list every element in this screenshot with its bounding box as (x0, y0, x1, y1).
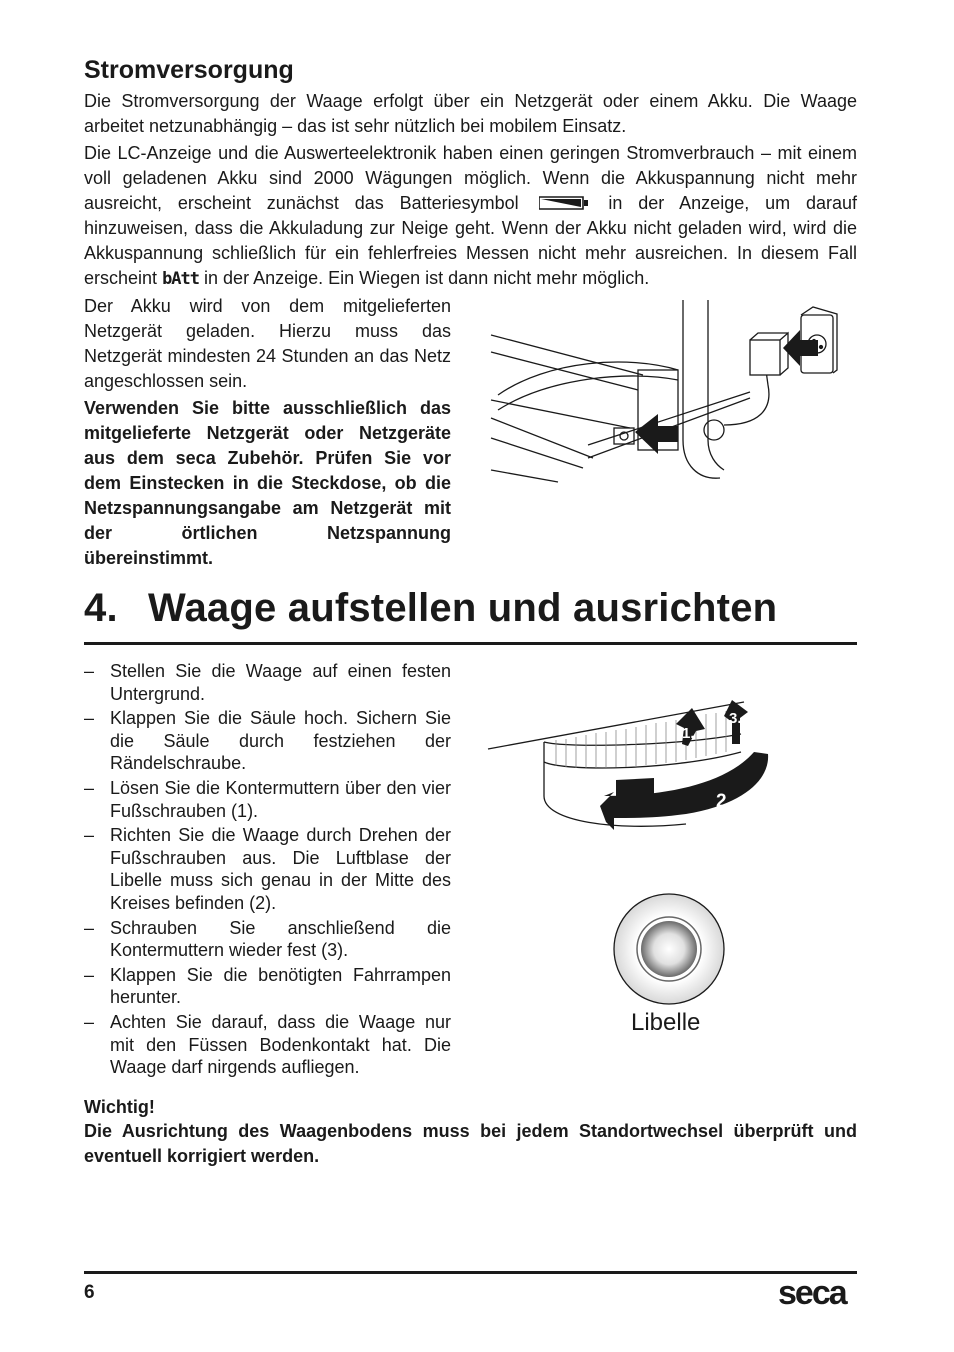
step-text: Stellen Sie die Waage auf einen festen Untergrund. (110, 661, 451, 704)
charging-illustration (488, 300, 840, 485)
list-item: – Richten Sie die Waage durch Drehen der Fußschrauben aus. Die Luftblase der Libelle muss sich genau in der Mitte des Kreises befinden (2). (84, 825, 451, 913)
list-item: – Klappen Sie die benötigten Fahrrampen herunter. (84, 964, 451, 1008)
list-item: – Achten Sie darauf, dass die Waage nur mit den Füssen Bodenkontakt hat. Die Waage darf nirgends aufliegen. (84, 1011, 451, 1078)
chapter-title (84, 586, 777, 631)
paragraph-warning: Verwenden Sie bitte ausschließlich das mitgelieferte Netzgerät oder Netzgeräte aus dem seca Zubehör. Prüfen Sie vor dem Einstecken in die Steckdose, ob die Netzspannungsangabe am Netzgerät mit der örtlichen Netzspannung übereinstimmt. (84, 398, 451, 568)
important-title: Wichtig! (84, 1097, 155, 1117)
section-title: Stromversorgung (84, 56, 294, 84)
list-item: – Stellen Sie die Waage auf einen festen Untergrund. (84, 661, 451, 704)
list-item: – Lösen Sie die Kontermuttern über den vier Fußschrauben (1). (84, 777, 451, 821)
seca-logo: seca (778, 1274, 846, 1312)
step-text: Klappen Sie die benötigten Fahrrampen herunter. (110, 964, 451, 1008)
step-text: Achten Sie darauf, dass die Waage nur mit den Füssen Bodenkontakt hat. Die Waage darf nirgends aufliegen. (110, 1011, 451, 1078)
step-label-1: 1. (682, 725, 695, 742)
spirit-level-icon (612, 892, 728, 1008)
step-text: Klappen Sie die Säule hoch. Sichern Sie die Säule durch festziehen der Rändelschraube. (110, 708, 451, 774)
battery-low-icon (539, 196, 589, 210)
paragraph-consumption (84, 141, 857, 292)
list-item: – Klappen Sie die Säule hoch. Sichern Sie die Säule durch festziehen der Rändelschraube. (84, 708, 451, 774)
list-item: – Schrauben Sie anschließend die Kontermuttern wieder fest (3). (84, 917, 451, 961)
step-text: Richten Sie die Waage durch Drehen der Fußschrauben aus. Die Luftblase der Libelle muss sich genau in der Mitte des Kreises befinden (2). (110, 825, 451, 913)
paragraph-text: in der Anzeige. Ein Wiegen ist dann nicht mehr möglich. (204, 268, 650, 288)
chapter-number: 4. (84, 586, 118, 630)
paragraph-text: in der Anzeige, um darauf hinzuweisen, dass die Akkuladung zur Neige geht. Wenn der Akku nicht geladen wird, wird die Akkuspannung schließlich für ein fehlerfreies Messen nicht mehr ausreichen. In diesem Fall erscheint (84, 193, 857, 288)
steps-list (84, 660, 451, 1081)
paragraph-charging: Der Akku wird von dem mitgelieferten Netzgerät geladen. Hierzu muss das Netzgerät mindesten 24 Stunden an das Netz angeschlossen sein. (84, 296, 451, 391)
foot-screw-illustration (486, 696, 778, 838)
batt-display-text: bAtt (162, 269, 200, 289)
step-label-3: 3. (729, 710, 742, 727)
step-label-2: 2. (716, 791, 732, 812)
important-text: Die Ausrichtung des Waagenbodens muss bei jedem Standortwechsel überprüft und eventuell korrigiert werden. (84, 1121, 857, 1166)
chapter-rule (84, 642, 857, 645)
chapter-title-text: Waage aufstellen und ausrichten (148, 586, 778, 630)
spirit-level-label: Libelle (631, 1009, 701, 1036)
step-text: Lösen Sie die Kontermuttern über den vier Fußschrauben (1). (110, 777, 451, 821)
paragraph-text: Die LC-Anzeige und die Auswerteelektronik haben einen geringen Stromverbrauch – mit einem voll geladenen Akku sind 2000 Wägungen möglich. Wenn die Akkuspannung nicht mehr ausreicht, erscheint zunächst das Batteriesymbol (84, 143, 857, 213)
footer-rule (84, 1271, 857, 1274)
page-number: 6 (84, 1282, 95, 1303)
paragraph-power-supply: Die Stromversorgung der Waage erfolgt über ein Netzgerät oder einem Akku. Die Waage arbeitet netzunabhängig – das ist sehr nützlich bei mobilem Einsatz. (84, 91, 857, 136)
step-text: Schrauben Sie anschließend die Kontermuttern wieder fest (3). (110, 917, 451, 961)
